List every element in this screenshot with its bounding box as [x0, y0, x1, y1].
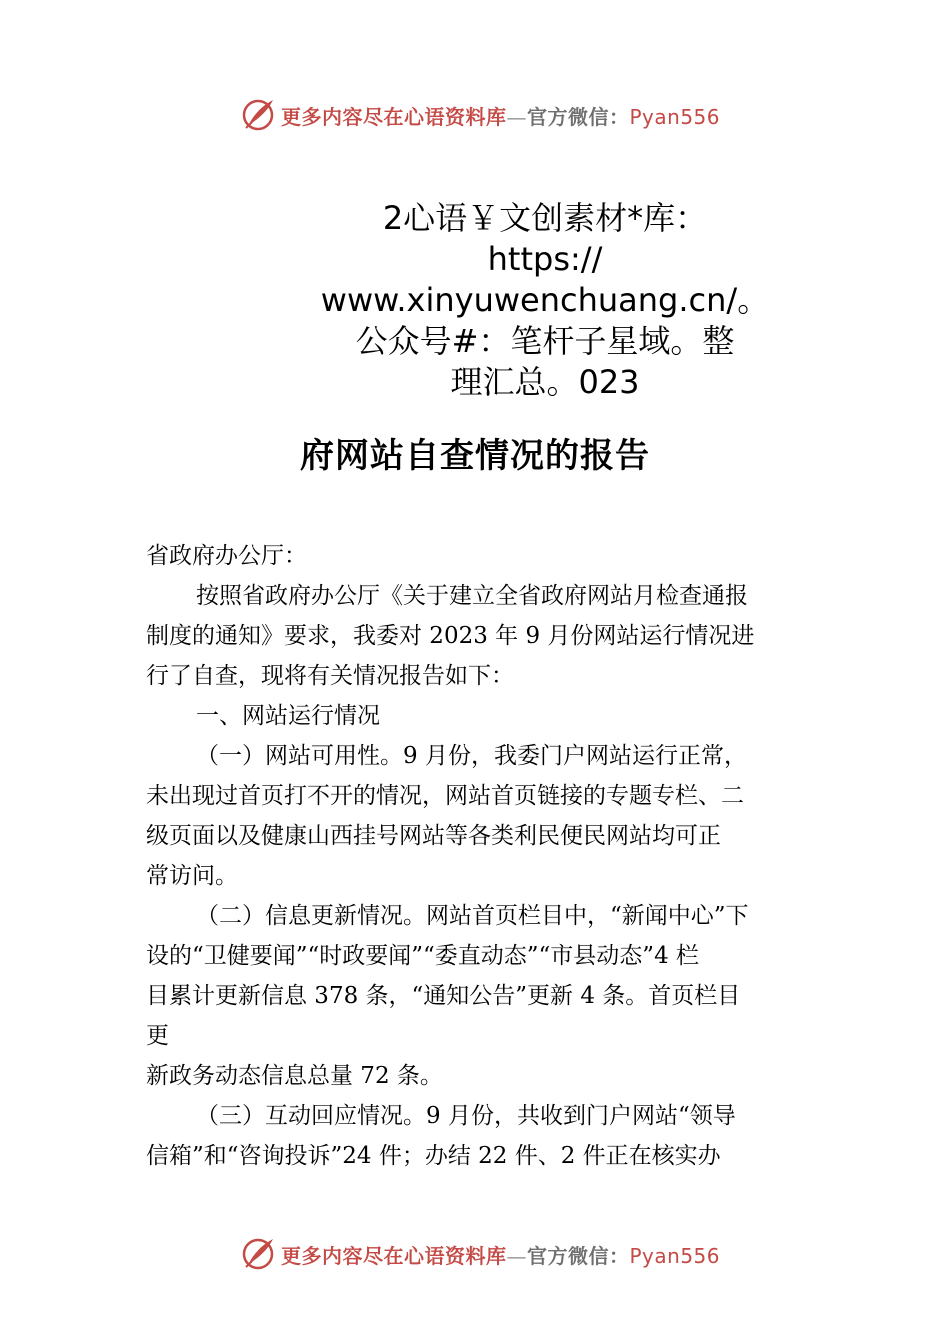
top-banner — [0, 94, 950, 134]
paragraph-line: 未出现过首页打不开的情况，网站首页链接的专题专栏、二 — [146, 783, 744, 809]
header-line: 理汇总。023 — [450, 363, 640, 401]
banner-wechat-id: Pyan556 — [629, 105, 721, 129]
header-line: www.xinyuwenchuang.cn/。 — [320, 281, 770, 319]
paragraph-line: 目累计更新信息 378 条，“通知公告”更新 4 条。首页栏目 — [146, 983, 741, 1009]
paragraph-line: （一）网站可用性。9 月份，我委门户网站运行正常， — [196, 743, 747, 769]
paragraph-line: 信箱”和“咨询投诉”24 件；办结 22 件、2 件正在核实办 — [146, 1143, 721, 1169]
header-line: 2心语￥文创素材*库： — [382, 199, 708, 237]
banner-wechat-label: 官方微信： — [527, 105, 630, 129]
paragraph-line: 级页面以及健康山西挂号网站等各类利民便民网站均可正 — [146, 823, 721, 849]
quill-logo-icon — [240, 1235, 276, 1271]
header-line: https:// — [487, 240, 603, 278]
header-line: 公众号#：笔杆子星域。整 — [355, 322, 735, 360]
banner-wechat-id: Pyan556 — [629, 1244, 721, 1268]
bottom-banner — [0, 1233, 950, 1273]
paragraph-line: （三）互动回应情况。9 月份，共收到门户网站“领导 — [196, 1103, 736, 1129]
banner-text — [281, 1240, 720, 1269]
banner-text — [281, 101, 720, 130]
document-body — [146, 536, 808, 1176]
paragraph-line: 新政务动态信息总量 72 条。 — [146, 1063, 443, 1089]
paragraph-line: 制度的通知》要求，我委对 2023 年 9 月份网站运行情况进 — [146, 623, 755, 649]
banner-dash: — — [506, 105, 527, 129]
paragraph-line: （二）信息更新情况。网站首页栏目中，“新闻中心”下 — [196, 903, 749, 929]
banner-wechat-label: 官方微信： — [527, 1244, 630, 1268]
paragraph-line: 行了自查，现将有关情况报告如下： — [146, 663, 514, 689]
header-watermark-block — [300, 198, 790, 403]
paragraph-line: 更 — [146, 1023, 169, 1049]
paragraph-line: 设的“卫健要闻”“时政要闻”“委直动态”“市县动态”4 栏 — [146, 943, 700, 969]
banner-main-text: 更多内容尽在心语资料库 — [281, 105, 507, 129]
banner-main-text: 更多内容尽在心语资料库 — [281, 1244, 507, 1268]
banner-dash: — — [506, 1244, 527, 1268]
quill-logo-icon — [240, 96, 276, 132]
paragraph-line: 常访问。 — [146, 863, 238, 889]
salutation: 省政府办公厅： — [146, 543, 307, 569]
paragraph-line: 按照省政府办公厅《关于建立全省政府网站月检查通报 — [196, 583, 748, 609]
section-heading: 一、网站运行情况 — [196, 703, 380, 729]
document-title: 府网站自查情况的报告 — [300, 436, 650, 476]
